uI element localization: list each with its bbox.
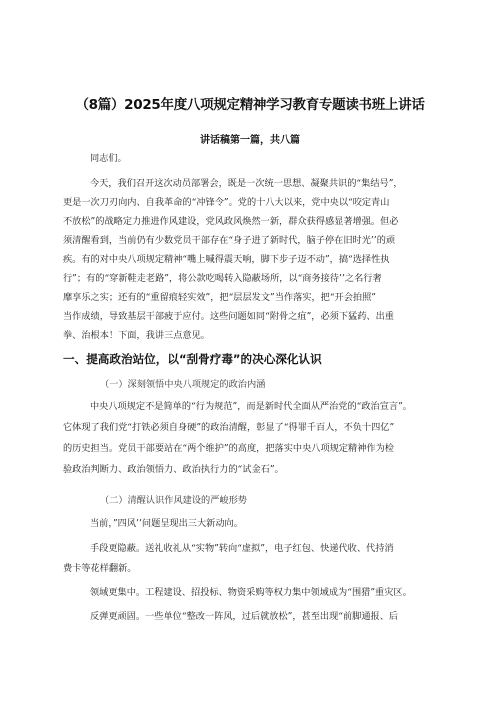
body-line: 领域更集中。工程建设、招投标、物资采购等权力集中领域成为“围猎”重灾区。 — [90, 587, 412, 598]
document-subtitle: 讲话稿第一篇，共八篇 — [200, 135, 300, 146]
body-line: 反弹更顽固。一些单位“整改一阵风，过后就放松”，甚至出现“前脚通报、后 — [90, 611, 399, 622]
intro-line: 靡享乐之实；还有的“重留痕轻实效”，把“层层发文”当作落实，把“开会拍照” — [63, 292, 376, 303]
intro-line: 须清醒看到，当前仍有少数党员干部存在“身子进了新时代，脑子停在旧时光’’的顽 — [63, 235, 396, 246]
subsection-heading: （二）清醒认识作风建设的严峻形势 — [100, 495, 247, 506]
greeting: 同志们。 — [90, 153, 127, 164]
body-line: 费卡等花样翻新。 — [63, 563, 137, 574]
subsection-heading: （一）深刻领悟中央八项规定的政治内涵 — [100, 379, 266, 390]
section-heading: 一、提高政治站位，以“刮骨疗毒”的决心深化认识 — [63, 352, 322, 366]
intro-line: 行”；有的“穿新鞋走老路”，将公款吃喝转入隐蔽场所，以“商务接待’’之名行奢 — [63, 273, 382, 284]
intro-line: 更是一次刀刃向内、自我革命的“冲锋令”。党的十八大以来，党中央以“咬定青山 — [63, 197, 390, 208]
intro-line: 当作成绩，导致基层干部疲于应付。这些问题如同“附骨之疽”，必须下猛药、出重 — [63, 311, 394, 322]
body-line: 的历史担当。党员干部要站在“两个维护”的高度，把落实中央八项规定精神作为检 — [63, 443, 394, 454]
intro-line: 疾。有的对中央八项规定精神“嘴上喊得震天响，脚下步子迈不动”，搞“选择性执 — [63, 254, 390, 265]
intro-line: 今天，我们召开这次动员部署会，既是一次统一思想、凝聚共识的“集结号”， — [90, 178, 403, 189]
body-line: 验政治判断力、政治领悟力、政治执行力的“试金石”。 — [63, 464, 284, 475]
body-line: 手段更隐蔽。送礼收礼从“实物”转向“虚拟”，电子红包、快递代收、代持消 — [90, 543, 394, 554]
document-title: （8篇）2025年度八项规定精神学习教育专题读书班上讲话 — [75, 97, 425, 113]
intro-line: 拳、治根本！下面，我讲三点意见。 — [63, 330, 210, 341]
body-line: 它体现了我们党“打铁必须自身硬”的政治清醒，彰显了“得罪千百人，不负十四亿” — [63, 422, 395, 433]
body-line: 中央八项规定不是简单的“行为规范”，而是新时代全面从严治党的“政治宣言”。 — [90, 401, 412, 412]
intro-line: 不放松”的战略定力推进作风建设，党风政风焕然一新，群众获得感显著增强。但必 — [63, 216, 399, 227]
body-line: 当前，”四风’’问题呈现出三大新动向。 — [90, 518, 243, 529]
